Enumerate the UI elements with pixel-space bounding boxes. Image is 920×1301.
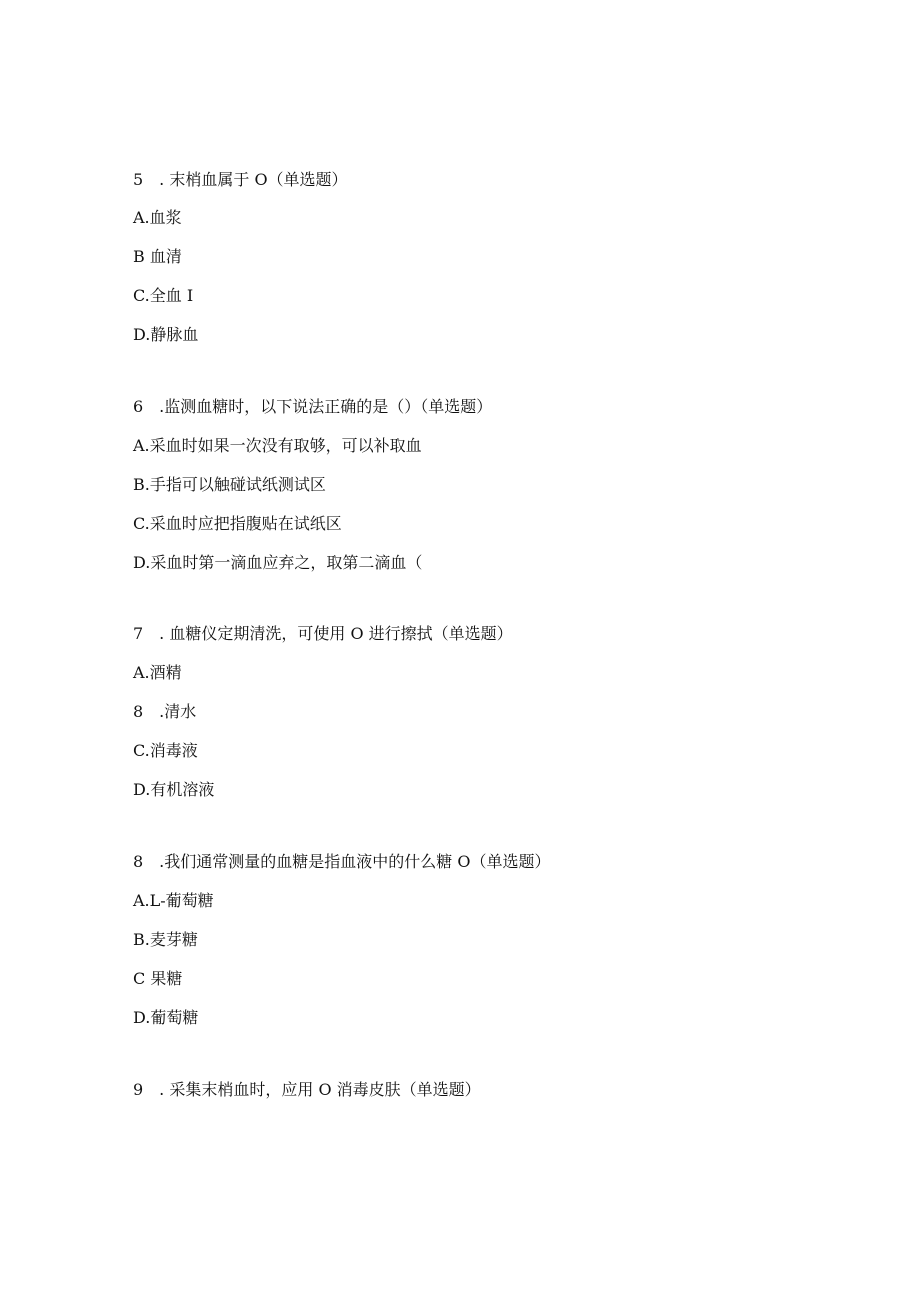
- question-8-stem: 8 .我们通常测量的血糖是指血液中的什么糖 O（单选题）: [133, 852, 551, 871]
- question-5-option-d: D.静脉血: [133, 325, 199, 344]
- question-6-stem: 6 .监测血糖时，以下说法正确的是（）（单选题）: [133, 397, 493, 416]
- question-8-option-d: D.葡萄糖: [133, 1008, 199, 1027]
- question-6-option-c: C.采血时应把指腹贴在试纸区: [133, 514, 342, 533]
- question-5-option-b: B 血清: [133, 247, 182, 266]
- question-9-stem: 9 . 采集末梢血时，应用 O 消毒皮肤（单选题）: [133, 1080, 481, 1099]
- question-8-option-c: C 果糖: [133, 969, 183, 988]
- question-6-option-b: B.手指可以触碰试纸测试区: [133, 475, 326, 494]
- question-7-option-a: A.酒精: [133, 663, 182, 682]
- question-7-option-c: C.消毒液: [133, 741, 198, 760]
- question-8-option-a: A.L-葡萄糖: [133, 891, 214, 910]
- question-7-stem: 7 . 血糖仪定期清洗，可使用 O 进行擦拭（单选题）: [133, 624, 513, 643]
- question-8-option-b: B.麦芽糖: [133, 930, 198, 949]
- question-5-stem: 5 . 末梢血属于 O（单选题）: [133, 170, 348, 189]
- question-7-option-b: 8 .清水: [133, 702, 197, 721]
- question-6-option-a: A.采血时如果一次没有取够，可以补取血: [133, 436, 422, 455]
- question-5-option-c: C.全血 I: [133, 286, 194, 305]
- question-6-option-d: D.采血时第一滴血应弃之，取第二滴血（: [133, 553, 423, 572]
- question-7-option-d: D.有机溶液: [133, 780, 215, 799]
- question-5-option-a: A.血浆: [133, 208, 182, 227]
